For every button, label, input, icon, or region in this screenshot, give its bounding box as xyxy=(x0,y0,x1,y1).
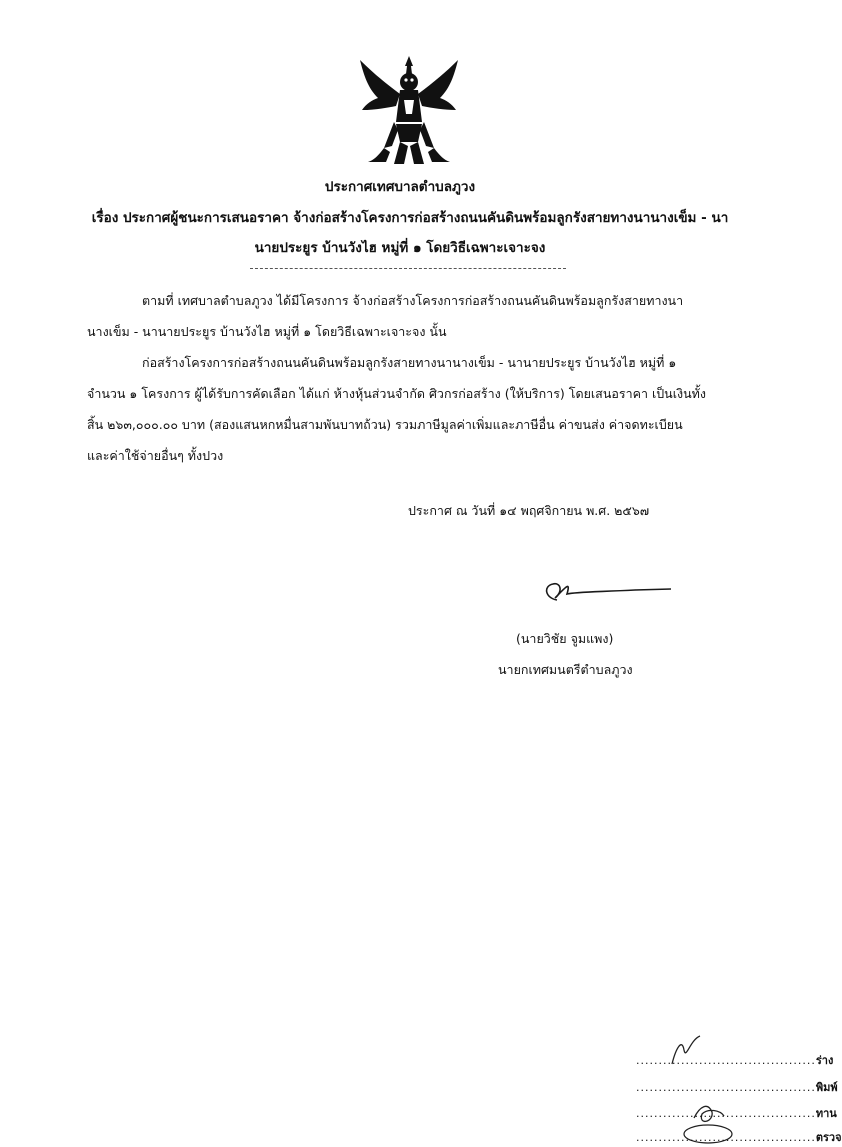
paragraph-2-line-3: สิ้น ๒๖๓,๐๐๐.๐๐ บาท (สองแสนหกหมื่นสามพันบาทถ้วน) รวมภาษีมูลค่าเพิ่มและภาษีอื่น ค่าขนส่ง ค่าจดทะเบียน xyxy=(87,417,683,432)
announcement-date: ประกาศ ณ วันที่ ๑๔ พฤศจิกายน พ.ศ. ๒๕๖๗ xyxy=(408,503,650,518)
footer-line-proofread xyxy=(636,1104,837,1122)
signatory-position: นายกเทศมนตรีตำบลภูวง xyxy=(498,662,633,677)
dotted-line: ........................................ xyxy=(636,1054,816,1067)
paragraph-2-line-4: และค่าใช้จ่ายอื่นๆ ทั้งปวง xyxy=(87,448,224,463)
handwritten-signature xyxy=(535,572,675,612)
paragraph-1-line-2: นางเข็ม - นานายประยูร บ้านวังไฮ หมู่ที่ ๑ โดยวิธีเฉพาะเจาะจง นั้น xyxy=(87,324,447,339)
signatory-name: (นายวิชัย จูมแพง) xyxy=(516,631,614,646)
label-draft: ร่าง xyxy=(815,1054,834,1067)
paragraph-2-line-2: จำนวน ๑ โครงการ ผู้ได้รับการคัดเลือก ได้แก่ ห้างหุ้นส่วนจำกัด ศิวกรก่อสร้าง (ให้บริการ) โดยเสนอราคา เป็นเงินทั้ง xyxy=(87,386,706,401)
footer-line-checked xyxy=(636,1128,842,1146)
paragraph-2-line-1: ก่อสร้างโครงการก่อสร้างถนนคันดินพร้อมลูกรังสายทางนานางเข็ม - นานายประยูร บ้านวังไฮ หมู่ที่ ๑ xyxy=(142,355,677,370)
issuing-office-title: ประกาศเทศบาลตำบลภูวง xyxy=(324,179,476,195)
footer-line-typed xyxy=(636,1078,838,1096)
subject-line-1: เรื่อง ประกาศผู้ชนะการเสนอราคา จ้างก่อสร้างโครงการก่อสร้างถนนคันดินพร้อมลูกรังสายทางนานางเข็ม - นา xyxy=(91,210,729,226)
dotted-line: ........................................ xyxy=(636,1081,816,1094)
label-checked: ตรวจ xyxy=(815,1131,842,1144)
dotted-line: ........................................ xyxy=(636,1131,816,1144)
paragraph-1-line-1: ตามที่ เทศบาลตำบลภูวง ได้มีโครงการ จ้างก่อสร้างโครงการก่อสร้างถนนคันดินพร้อมลูกรังสายทางนา xyxy=(142,293,684,308)
garuda-emblem xyxy=(354,52,464,170)
dotted-line: ........................................ xyxy=(636,1107,816,1120)
label-typed: พิมพ์ xyxy=(815,1081,838,1094)
label-proofread: ทาน xyxy=(815,1107,837,1120)
subject-line-2: นายประยูร บ้านวังไฮ หมู่ที่ ๑ โดยวิธีเฉพาะเจาะจง xyxy=(254,240,546,256)
footer-line-draft xyxy=(636,1051,833,1069)
header-divider xyxy=(250,268,566,269)
